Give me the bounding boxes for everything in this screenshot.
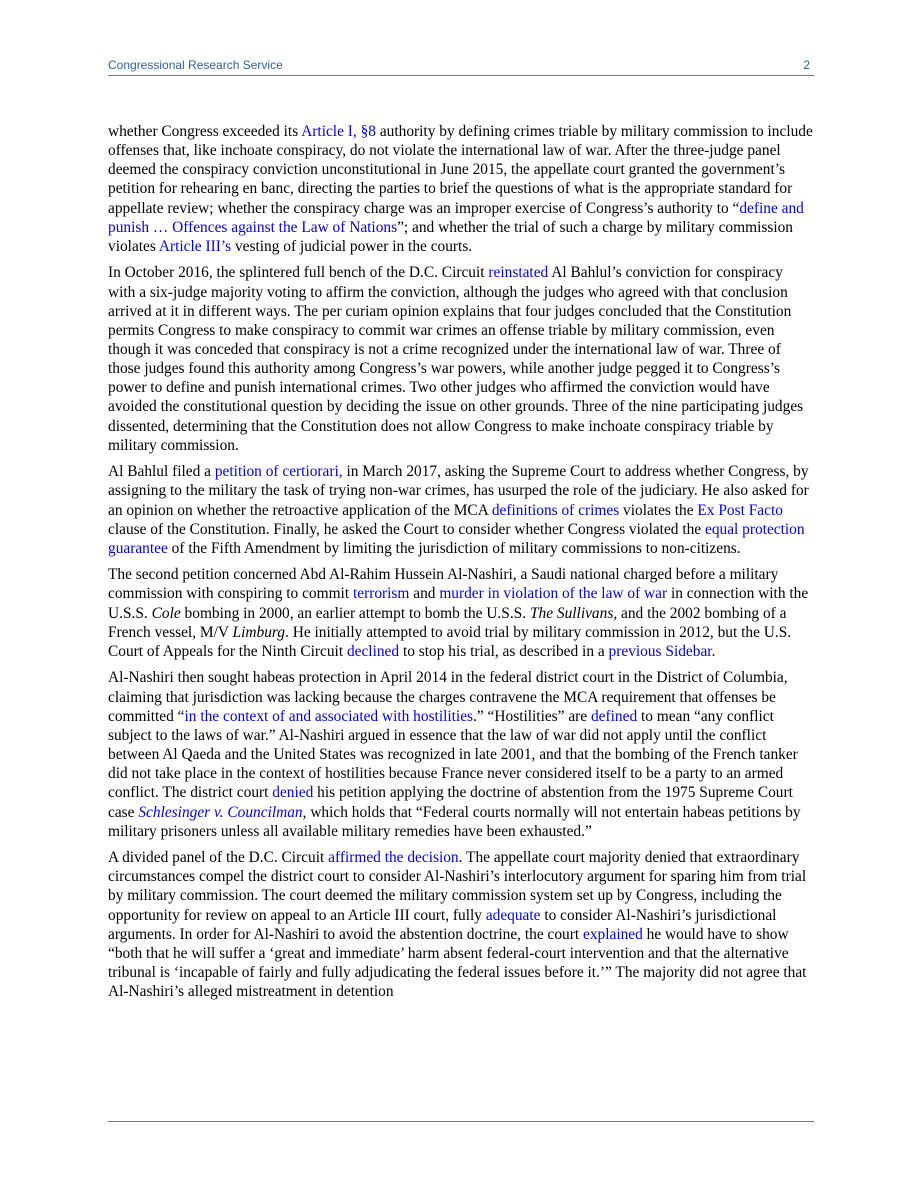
text-run: A divided panel of the D.C. Circuit xyxy=(108,849,329,867)
italic-ship-name: Limburg xyxy=(232,623,286,641)
text-run: . The appellate court majority denied that extraordinary circumstances compel the district court to consider Al-Nashiri’s interlocutory argument for sparing him from trial by military commission. The court deemed the military commission system set up by Congress, including the opportunity for review on appeal to an Article III court, fully xyxy=(108,849,807,924)
link-explained[interactable]: explained xyxy=(583,925,643,943)
text-run: of the Fifth Amendment by limiting the jurisdiction of military commissions to non-citizens. xyxy=(167,539,741,557)
text-run: bombing in 2000, an earlier attempt to bomb the U.S.S. xyxy=(180,604,530,622)
link-affirmed-the-decision[interactable]: affirmed the decision xyxy=(328,849,459,867)
text-run: , which holds that “Federal courts normally will not entertain habeas petitions by military prisoners unless all available military remedies have been exhausted.” xyxy=(108,803,801,840)
text-run: in March 2017, asking the Supreme Court to address whether Congress, by assigning to the military the task of trying non-war crimes, has usurped the role of the judiciary. He also asked for an opinion on whether the retroactive application of the MCA xyxy=(108,463,809,519)
text-run: . He initially attempted to avoid trial by military commission in 2012, but the U.S. Court of Appeals for the Ninth Circuit xyxy=(108,623,792,660)
link-terrorism[interactable]: terrorism xyxy=(352,585,410,603)
footer-rule xyxy=(108,1121,814,1122)
text-run: The second petition concerned Abd Al-Rahim Hussein Al-Nashiri, a Saudi national charged before a military commission with conspiring to commit xyxy=(108,566,779,603)
link-adequate[interactable]: adequate xyxy=(485,906,541,924)
text-run: to mean “any conflict subject to the laws of war.” Al-Nashiri argued in essence that the law of war did not apply until the conflict between Al Qaeda and the United States was recognized in late 2001, and that the bombing of the French tanker did not take place in the context of hostilities because France never considered itself to be a party to an armed conflict. The district court xyxy=(108,707,798,802)
paragraph xyxy=(108,122,814,256)
text-run: vesting of judicial power in the courts. xyxy=(231,237,473,255)
link-defined[interactable]: defined xyxy=(590,707,638,725)
text-run: ”; and whether the trial of such a charge by military commission violates xyxy=(108,218,793,255)
text-run: whether Congress exceeded its xyxy=(108,123,302,140)
text-run: he would have to show “both that he will suffer a ‘great and immediate’ harm absent federal-court intervention and that the alternative tribunal is ‘incapable of fairly and fully adjudicating the federal issues before it.’” The majority did not agree that Al-Nashiri’s alleged mistreatment in detention xyxy=(108,925,807,1001)
text-run: violates the xyxy=(619,501,698,519)
link-declined[interactable]: declined xyxy=(346,642,400,660)
link-article-iii[interactable]: Article III’s xyxy=(158,237,232,255)
paragraph xyxy=(108,462,814,558)
text-run: Al Bahlul’s conviction for conspiracy with a six-judge majority voting to affirm the conviction, although the judges who agreed with that conclusion arrived at it in different ways. The per curiam opinion explains that four judges concluded that the Constitution permits Congress to make conspiracy to commit war crimes an offense triable by military commission, even though it was conceded that conspiracy is not a crime recognized under the international law of war. Three of those judges found this authority among Congress’s war powers, while another judge pegged it to Congress’s power to define and punish international crimes. Two other judges who affirmed the conviction would have avoided the constitutional question by deciding the issue on other grounds. Three of the nine participating judges dissented, determining that the Constitution does not allow Congress to make inchoate conspiracy triable by military commission. xyxy=(108,264,804,454)
page-number: 2 xyxy=(803,58,810,72)
page-header xyxy=(108,58,814,76)
paragraph xyxy=(108,668,814,840)
italic-ship-name: Cole xyxy=(151,604,181,622)
italic-ship-name: The Sullivans xyxy=(529,604,614,622)
link-define-and-punish[interactable]: define and punish … Offences against the Law of Nations xyxy=(108,199,804,236)
link-ex-post-facto[interactable]: Ex Post Facto xyxy=(697,501,783,519)
paragraph xyxy=(108,263,814,455)
link-article-i[interactable]: Article I, §8 xyxy=(301,123,376,140)
link-context-of-hostilities[interactable]: in the context of and associated with hostilities xyxy=(184,707,474,725)
link-definitions-of-crimes[interactable]: definitions of crimes xyxy=(491,501,620,519)
text-run: his petition applying the doctrine of abstention from the 1975 Supreme Court case xyxy=(108,784,793,821)
link-equal-protection[interactable]: equal protection guarantee xyxy=(108,520,805,557)
paragraph xyxy=(108,565,814,661)
link-previous-sidebar[interactable]: previous Sidebar xyxy=(608,642,712,660)
link-reinstated[interactable]: reinstated xyxy=(488,264,549,282)
text-run: and xyxy=(409,585,440,603)
text-run: to consider Al-Nashiri’s jurisdictional arguments. In order for Al-Nashiri to avoid the abstention doctrine, the court xyxy=(108,906,777,943)
text-run: , and the 2002 bombing of a French vessel, M/V xyxy=(108,604,787,641)
text-run: authority by defining crimes triable by military commission to include offenses that, like inchoate conspiracy, do not violate the international law of war. After the three-judge panel deemed the conspiracy conviction unconstitutional in June 2015, the appellate court granted the government’s petition for rehearing en banc, directing the parties to brief the questions of what is the appropriate standard for appellate review; whether the conspiracy charge was an improper exercise of Congress’s authority to “ xyxy=(108,123,813,217)
text-run: clause of the Constitution. Finally, he asked the Court to consider whether Congress violated the xyxy=(108,520,705,538)
text-run: .” “Hostilities” are xyxy=(473,707,591,725)
link-schlesinger-v-councilman[interactable]: Schlesinger v. Councilman xyxy=(138,803,303,821)
text-run: to stop his trial, as described in a xyxy=(399,642,609,660)
text-run: In October 2016, the splintered full bench of the D.C. Circuit xyxy=(108,264,489,282)
text-run: Al-Nashiri then sought habeas protection in April 2014 in the federal district court in the District of Columbia, claiming that jurisdiction was lacking because the charges contravene the MCA requirement that offenses be committed “ xyxy=(108,669,788,725)
header-title: Congressional Research Service xyxy=(108,58,283,72)
document-body xyxy=(108,122,814,1009)
link-denied[interactable]: denied xyxy=(272,784,314,802)
text-run: in connection with the U.S.S. xyxy=(108,585,809,622)
text-run: . xyxy=(711,642,716,660)
paragraph xyxy=(108,848,814,1001)
link-murder-law-of-war[interactable]: murder in violation of the law of war xyxy=(439,585,668,603)
text-run: Al Bahlul filed a xyxy=(108,463,215,481)
link-petition-of-certiorari[interactable]: petition of certiorari, xyxy=(214,463,343,481)
